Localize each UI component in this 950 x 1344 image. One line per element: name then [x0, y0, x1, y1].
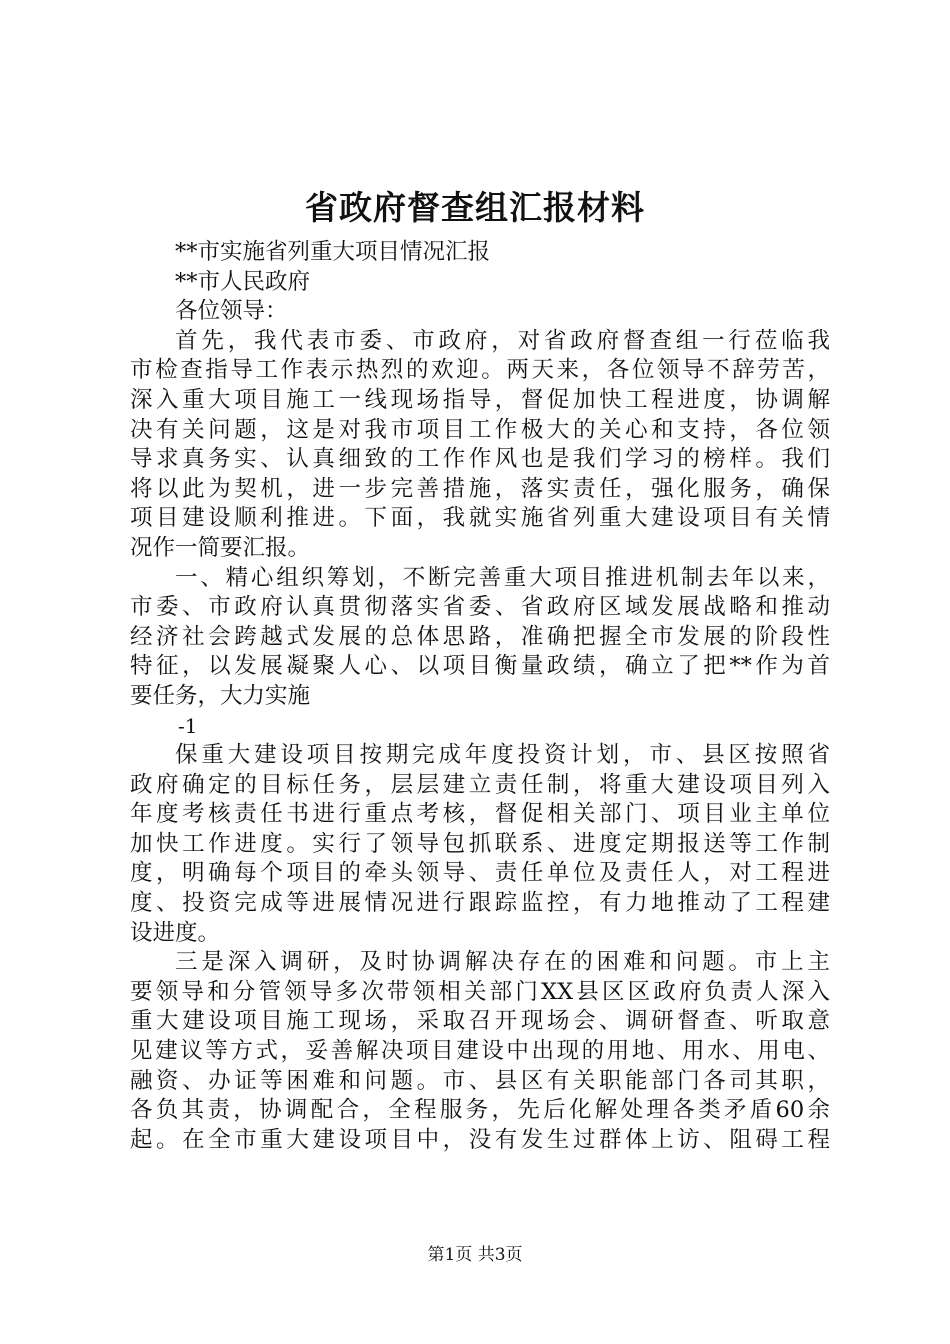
text-line: 度、投资完成等进展情况进行跟踪监控，有力地推动了工程建	[130, 890, 830, 917]
text-line: 融资、办证等困难和问题。市、县区有关职能部门各司其职，	[130, 1067, 830, 1094]
page-marker: -1	[178, 713, 198, 738]
text-line: 度，明确每个项目的牵头领导、责任单位及责任人，对工程进	[130, 860, 830, 887]
document-body	[130, 238, 830, 1155]
text-line: 导求真务实、认真细致的工作作风也是我们学习的榜样。我们	[130, 446, 830, 473]
text-line: 设进度。	[130, 919, 221, 946]
text-line: 况作一简要汇报。	[130, 534, 311, 561]
text-line: 三是深入调研，及时协调解决存在的困难和问题。市上主	[175, 949, 830, 976]
text-line: 项目建设顺利推进。下面，我就实施省列重大建设项目有关情	[130, 505, 830, 532]
text-line: 年度考核责任书进行重点考核，督促相关部门、项目业主单位	[130, 801, 830, 828]
text-line: **市实施省列重大项目情况汇报	[175, 239, 491, 265]
text-line: 市检查指导工作表示热烈的欢迎。两天来，各位领导不辞劳苦，	[130, 357, 830, 384]
text-line: 保重大建设项目按期完成年度投资计划，市、县区按照省	[175, 742, 830, 769]
text-line: 经济社会跨越式发展的总体思路，准确把握全市发展的阶段性	[130, 623, 830, 650]
text-line: 重大建设项目施工现场，采取召开现场会、调研督查、听取意	[130, 1008, 830, 1035]
text-line: 政府确定的目标任务，层层建立责任制，将重大建设项目列入	[130, 771, 830, 798]
text-line: 一、精心组织筹划，不断完善重大项目推进机制去年以来，	[175, 564, 830, 591]
text-line: 市委、市政府认真贯彻落实省委、省政府区域发展战略和推动	[130, 594, 830, 621]
text-line: 见建议等方式，妥善解决项目建设中出现的用地、用水、用电、	[130, 1038, 830, 1065]
text-line: 各位领导：	[175, 298, 288, 325]
page-footer: 第1页 共3页	[427, 1245, 523, 1265]
text-line: 首先，我代表市委、市政府，对省政府督查组一行莅临我	[175, 327, 830, 354]
text-line: 加快工作进度。实行了领导包抓联系、进度定期报送等工作制	[130, 830, 830, 857]
text-line: 要领导和分管领导多次带领相关部门XX县区区政府负责人深入	[130, 978, 830, 1005]
text-line: 将以此为契机，进一步完善措施，落实责任，强化服务，确保	[130, 475, 830, 502]
document-title: 省政府督查组汇报材料	[305, 188, 645, 227]
text-line: 要任务，大力实施	[130, 682, 311, 709]
text-line: 起。在全市重大建设项目中，没有发生过群体上访、阻碍工程	[130, 1126, 830, 1153]
text-line: **市人民政府	[175, 268, 311, 295]
text-line: 各负其责，协调配合，全程服务，先后化解处理各类矛盾60余	[130, 1097, 830, 1124]
text-line: 决有关问题，这是对我市项目工作极大的关心和支持，各位领	[130, 416, 830, 443]
text-line: 特征，以发展凝聚人心、以项目衡量政绩，确立了把**作为首	[130, 653, 830, 680]
text-line: 深入重大项目施工一线现场指导，督促加快工程进度，协调解	[130, 386, 830, 413]
